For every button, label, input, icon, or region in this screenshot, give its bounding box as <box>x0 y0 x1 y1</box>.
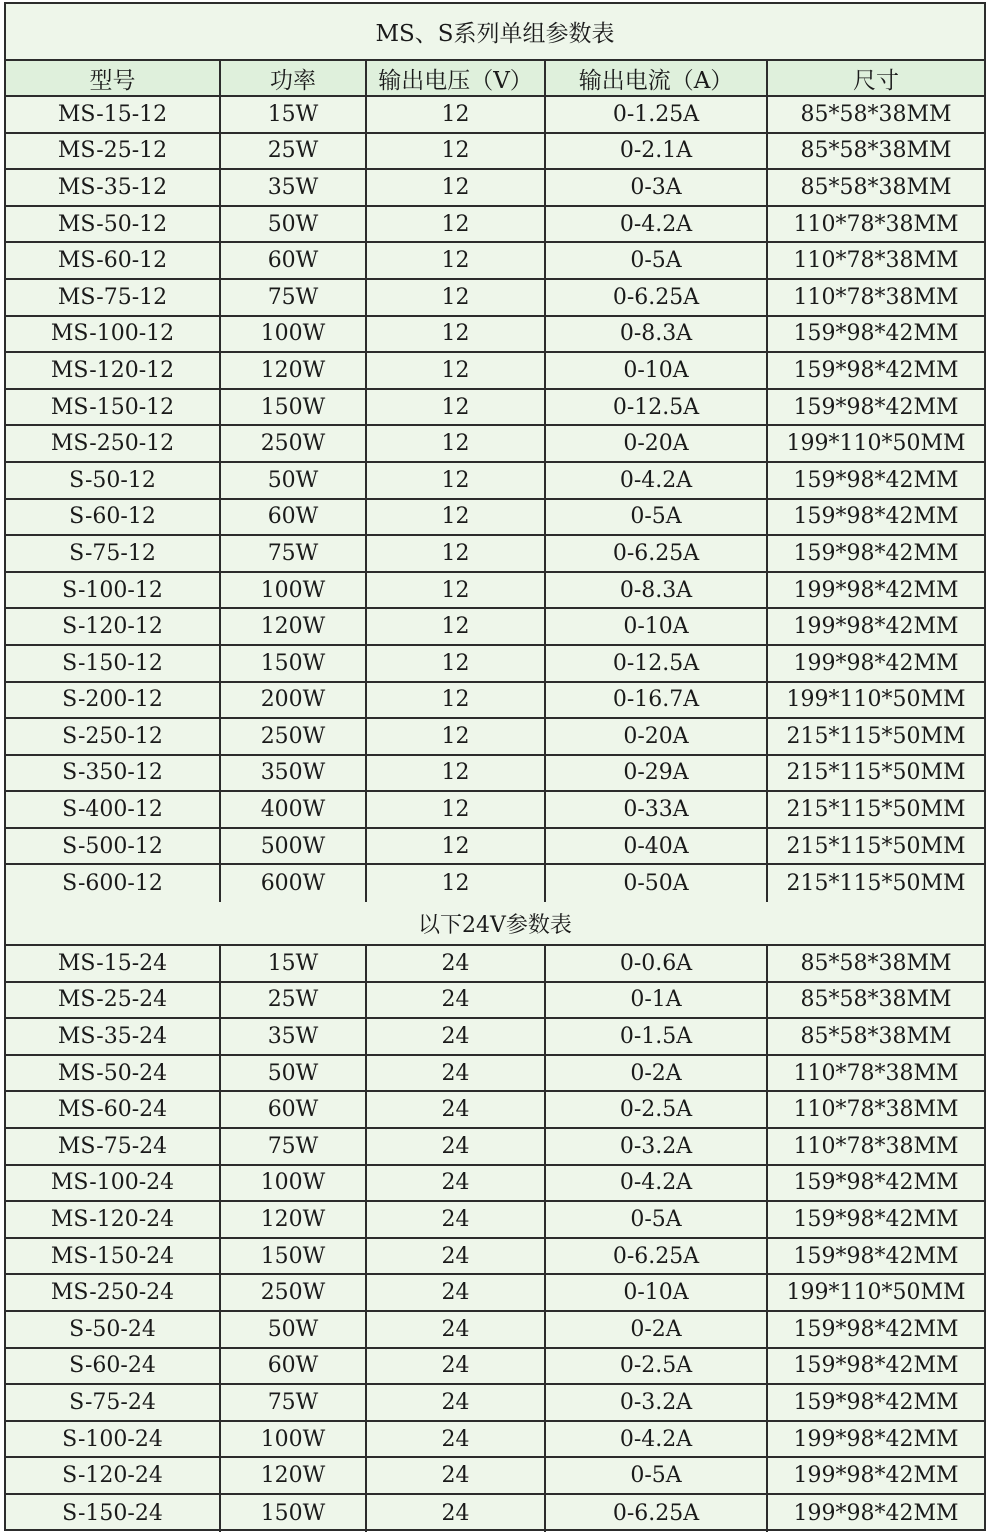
table-row <box>6 719 984 756</box>
size-cell: 199*98*42MM <box>793 1426 959 1452</box>
voltage-cell: 24 <box>367 983 546 1018</box>
size-cell: 110*78*38MM <box>793 248 959 274</box>
table-row <box>6 1458 984 1495</box>
power-cell: 15W <box>221 97 367 132</box>
table-row <box>6 280 984 317</box>
current-cell: 0-10A <box>546 609 768 644</box>
current-cell: 0-5A <box>546 500 768 535</box>
table-row <box>6 1129 984 1166</box>
table-row <box>6 573 984 610</box>
power-cell: 150W <box>221 390 367 425</box>
size-cell: 215*115*50MM <box>786 871 966 897</box>
size-cell: 110*78*38MM <box>793 1060 959 1086</box>
size-cell: 159*98*42MM <box>793 504 959 530</box>
voltage-cell: 12 <box>367 97 546 132</box>
size-cell: 110*78*38MM <box>793 1133 959 1159</box>
voltage-cell: 12 <box>367 353 546 388</box>
voltage-cell: 12 <box>367 317 546 352</box>
voltage-cell: 12 <box>367 609 546 644</box>
model-cell: S-250-12 <box>6 719 221 754</box>
power-cell: 60W <box>221 500 367 535</box>
power-cell: 200W <box>221 683 367 718</box>
voltage-cell: 12 <box>367 463 546 498</box>
model-cell: MS-150-24 <box>6 1239 221 1274</box>
size-cell: 159*98*42MM <box>793 467 959 493</box>
voltage-cell: 12 <box>367 536 546 571</box>
current-cell: 0-5A <box>546 1202 768 1237</box>
power-cell: 15W <box>221 946 367 981</box>
current-cell: 0-5A <box>546 243 768 278</box>
size-cell: 110*78*38MM <box>793 211 959 237</box>
power-cell: 120W <box>221 1202 367 1237</box>
model-cell: S-400-12 <box>6 792 221 827</box>
model-cell: S-600-12 <box>6 865 221 902</box>
power-cell: 35W <box>221 1019 367 1054</box>
model-cell: S-200-12 <box>6 683 221 718</box>
voltage-cell: 24 <box>367 1056 546 1091</box>
model-cell: S-75-12 <box>6 536 221 571</box>
current-cell: 0-10A <box>546 1275 768 1310</box>
table-row <box>6 463 984 500</box>
model-cell: S-150-12 <box>6 646 221 681</box>
power-cell: 75W <box>221 280 367 315</box>
model-cell: MS-60-24 <box>6 1092 221 1127</box>
current-cell: 0-0.6A <box>546 946 768 981</box>
size-cell: 215*115*50MM <box>786 723 966 749</box>
current-cell: 0-20A <box>546 719 768 754</box>
size-cell: 85*58*38MM <box>800 101 952 127</box>
model-cell: MS-35-12 <box>6 170 221 205</box>
power-cell: 100W <box>221 1422 367 1457</box>
table-row <box>6 170 984 207</box>
model-cell: MS-75-24 <box>6 1129 221 1164</box>
voltage-cell: 12 <box>367 170 546 205</box>
power-cell: 150W <box>221 1495 367 1532</box>
table-row <box>6 353 984 390</box>
table-title: MS、S系列单组参数表 <box>6 4 984 61</box>
size-cell: 159*98*42MM <box>793 1207 959 1233</box>
current-cell: 0-40A <box>546 829 768 864</box>
voltage-cell: 24 <box>367 1458 546 1493</box>
table-row <box>6 426 984 463</box>
voltage-cell: 24 <box>367 1129 546 1164</box>
table-row <box>6 683 984 720</box>
table-row <box>6 1202 984 1239</box>
power-cell: 120W <box>221 1458 367 1493</box>
size-cell: 159*98*42MM <box>793 1170 959 1196</box>
size-cell: 215*115*50MM <box>786 797 966 823</box>
header-size: 尺寸 <box>853 67 899 94</box>
power-cell: 60W <box>221 1349 367 1384</box>
voltage-cell: 12 <box>367 573 546 608</box>
current-cell: 0-3.2A <box>546 1129 768 1164</box>
current-cell: 0-6.25A <box>546 536 768 571</box>
table-row <box>6 500 984 537</box>
size-cell: 159*98*42MM <box>793 321 959 347</box>
voltage-cell: 12 <box>367 792 546 827</box>
model-cell: S-60-12 <box>6 500 221 535</box>
model-cell: MS-35-24 <box>6 1019 221 1054</box>
power-cell: 60W <box>221 243 367 278</box>
power-cell: 150W <box>221 1239 367 1274</box>
model-cell: S-75-24 <box>6 1385 221 1420</box>
voltage-cell: 12 <box>367 756 546 791</box>
current-cell: 0-1.5A <box>546 1019 768 1054</box>
power-cell: 500W <box>221 829 367 864</box>
voltage-cell: 24 <box>367 1349 546 1384</box>
model-cell: MS-250-12 <box>6 426 221 461</box>
table-row <box>6 865 984 902</box>
current-cell: 0-2.5A <box>546 1349 768 1384</box>
current-cell: 0-10A <box>546 353 768 388</box>
voltage-cell: 24 <box>367 946 546 981</box>
size-cell: 159*98*42MM <box>793 540 959 566</box>
table-row <box>6 97 984 134</box>
power-cell: 120W <box>221 609 367 644</box>
voltage-cell: 12 <box>367 134 546 169</box>
table-row <box>6 1312 984 1349</box>
table-row <box>6 1056 984 1093</box>
model-cell: MS-50-12 <box>6 207 221 242</box>
size-cell: 159*98*42MM <box>793 1389 959 1415</box>
table-row <box>6 1166 984 1203</box>
size-cell: 85*58*38MM <box>800 138 952 164</box>
power-cell: 75W <box>221 536 367 571</box>
model-cell: S-350-12 <box>6 756 221 791</box>
current-cell: 0-6.25A <box>546 1495 768 1532</box>
table-row <box>6 1275 984 1312</box>
current-cell: 0-50A <box>546 865 768 902</box>
size-cell: 85*58*38MM <box>800 950 952 976</box>
voltage-cell: 12 <box>367 719 546 754</box>
model-cell: MS-25-24 <box>6 983 221 1018</box>
size-cell: 85*58*38MM <box>800 174 952 200</box>
table-row <box>6 829 984 866</box>
current-cell: 0-33A <box>546 792 768 827</box>
power-cell: 75W <box>221 1129 367 1164</box>
model-cell: MS-150-12 <box>6 390 221 425</box>
current-cell: 0-6.25A <box>546 280 768 315</box>
header-output-voltage: 输出电压（V） <box>367 61 546 95</box>
size-cell: 199*98*42MM <box>793 650 959 676</box>
model-cell: MS-250-24 <box>6 1275 221 1310</box>
header-row <box>6 61 984 97</box>
power-cell: 50W <box>221 463 367 498</box>
current-cell: 0-4.2A <box>546 463 768 498</box>
section-12v-body <box>6 97 984 902</box>
table-row <box>6 792 984 829</box>
table-row <box>6 1495 984 1532</box>
model-cell: S-150-24 <box>6 1495 221 1532</box>
model-cell: S-50-24 <box>6 1312 221 1347</box>
voltage-cell: 12 <box>367 829 546 864</box>
current-cell: 0-6.25A <box>546 1239 768 1274</box>
size-cell: 199*98*42MM <box>793 1500 959 1526</box>
power-cell: 250W <box>221 719 367 754</box>
power-cell: 25W <box>221 134 367 169</box>
size-cell: 159*98*42MM <box>793 357 959 383</box>
table-row <box>6 134 984 171</box>
voltage-cell: 12 <box>367 426 546 461</box>
current-cell: 0-2A <box>546 1056 768 1091</box>
voltage-cell: 12 <box>367 683 546 718</box>
power-cell: 35W <box>221 170 367 205</box>
model-cell: S-120-12 <box>6 609 221 644</box>
table-row <box>6 317 984 354</box>
size-cell: 215*115*50MM <box>786 760 966 786</box>
parameter-table <box>4 2 986 1531</box>
table-row <box>6 756 984 793</box>
model-cell: S-60-24 <box>6 1349 221 1384</box>
current-cell: 0-12.5A <box>546 390 768 425</box>
voltage-cell: 24 <box>367 1312 546 1347</box>
size-cell: 159*98*42MM <box>793 1243 959 1269</box>
header-output-current: 输出电流（A） <box>546 61 768 95</box>
size-cell: 199*98*42MM <box>793 577 959 603</box>
model-cell: MS-25-12 <box>6 134 221 169</box>
model-cell: MS-15-12 <box>6 97 221 132</box>
size-cell: 159*98*42MM <box>793 1316 959 1342</box>
model-cell: MS-75-12 <box>6 280 221 315</box>
current-cell: 0-8.3A <box>546 573 768 608</box>
current-cell: 0-2A <box>546 1312 768 1347</box>
model-cell: S-500-12 <box>6 829 221 864</box>
current-cell: 0-20A <box>546 426 768 461</box>
table-row <box>6 1385 984 1422</box>
table-row <box>6 1422 984 1459</box>
power-cell: 120W <box>221 353 367 388</box>
model-cell: S-50-12 <box>6 463 221 498</box>
current-cell: 0-2.1A <box>546 134 768 169</box>
table-row <box>6 609 984 646</box>
current-cell: 0-1A <box>546 983 768 1018</box>
power-cell: 60W <box>221 1092 367 1127</box>
current-cell: 0-29A <box>546 756 768 791</box>
current-cell: 0-3A <box>546 170 768 205</box>
size-cell: 110*78*38MM <box>793 1097 959 1123</box>
table-row <box>6 1349 984 1386</box>
power-cell: 150W <box>221 646 367 681</box>
power-cell: 50W <box>221 1312 367 1347</box>
voltage-cell: 24 <box>367 1202 546 1237</box>
power-cell: 100W <box>221 1166 367 1201</box>
voltage-cell: 24 <box>367 1385 546 1420</box>
size-cell: 199*110*50MM <box>786 1280 966 1306</box>
power-cell: 50W <box>221 207 367 242</box>
section-24v-title: 以下24V参数表 <box>6 902 984 946</box>
power-cell: 50W <box>221 1056 367 1091</box>
model-cell: MS-120-12 <box>6 353 221 388</box>
current-cell: 0-2.5A <box>546 1092 768 1127</box>
current-cell: 0-4.2A <box>546 1422 768 1457</box>
voltage-cell: 12 <box>367 865 546 902</box>
table-row <box>6 390 984 427</box>
header-model: 型号 <box>6 61 221 95</box>
power-cell: 25W <box>221 983 367 1018</box>
voltage-cell: 12 <box>367 500 546 535</box>
voltage-cell: 24 <box>367 1275 546 1310</box>
current-cell: 0-8.3A <box>546 317 768 352</box>
size-cell: 159*98*42MM <box>793 394 959 420</box>
power-cell: 100W <box>221 317 367 352</box>
header-power: 功率 <box>221 61 367 95</box>
size-cell: 85*58*38MM <box>800 987 952 1013</box>
voltage-cell: 24 <box>367 1495 546 1532</box>
power-cell: 75W <box>221 1385 367 1420</box>
current-cell: 0-4.2A <box>546 207 768 242</box>
power-cell: 600W <box>221 865 367 902</box>
size-cell: 199*110*50MM <box>786 687 966 713</box>
table-row <box>6 983 984 1020</box>
size-cell: 199*98*42MM <box>793 1463 959 1489</box>
voltage-cell: 12 <box>367 207 546 242</box>
power-cell: 250W <box>221 426 367 461</box>
current-cell: 0-1.25A <box>546 97 768 132</box>
voltage-cell: 24 <box>367 1422 546 1457</box>
voltage-cell: 24 <box>367 1239 546 1274</box>
voltage-cell: 24 <box>367 1092 546 1127</box>
voltage-cell: 12 <box>367 390 546 425</box>
voltage-cell: 12 <box>367 646 546 681</box>
power-cell: 250W <box>221 1275 367 1310</box>
table-row <box>6 646 984 683</box>
size-cell: 199*110*50MM <box>786 431 966 457</box>
model-cell: S-120-24 <box>6 1458 221 1493</box>
model-cell: S-100-24 <box>6 1422 221 1457</box>
size-cell: 85*58*38MM <box>800 1024 952 1050</box>
section-24v-body <box>6 946 984 1532</box>
model-cell: MS-15-24 <box>6 946 221 981</box>
power-cell: 400W <box>221 792 367 827</box>
current-cell: 0-4.2A <box>546 1166 768 1201</box>
model-cell: MS-100-12 <box>6 317 221 352</box>
current-cell: 0-16.7A <box>546 683 768 718</box>
model-cell: MS-50-24 <box>6 1056 221 1091</box>
size-cell: 215*115*50MM <box>786 833 966 859</box>
voltage-cell: 24 <box>367 1166 546 1201</box>
current-cell: 0-3.2A <box>546 1385 768 1420</box>
power-cell: 100W <box>221 573 367 608</box>
table-row <box>6 1092 984 1129</box>
size-cell: 159*98*42MM <box>793 1353 959 1379</box>
size-cell: 110*78*38MM <box>793 284 959 310</box>
voltage-cell: 24 <box>367 1019 546 1054</box>
table-row <box>6 1019 984 1056</box>
table-row <box>6 946 984 983</box>
table-row <box>6 536 984 573</box>
model-cell: MS-60-12 <box>6 243 221 278</box>
current-cell: 0-5A <box>546 1458 768 1493</box>
model-cell: MS-100-24 <box>6 1166 221 1201</box>
current-cell: 0-12.5A <box>546 646 768 681</box>
voltage-cell: 12 <box>367 243 546 278</box>
size-cell: 199*98*42MM <box>793 614 959 640</box>
model-cell: MS-120-24 <box>6 1202 221 1237</box>
power-cell: 350W <box>221 756 367 791</box>
table-row <box>6 1239 984 1276</box>
model-cell: S-100-12 <box>6 573 221 608</box>
table-row <box>6 207 984 244</box>
voltage-cell: 12 <box>367 280 546 315</box>
table-row <box>6 243 984 280</box>
